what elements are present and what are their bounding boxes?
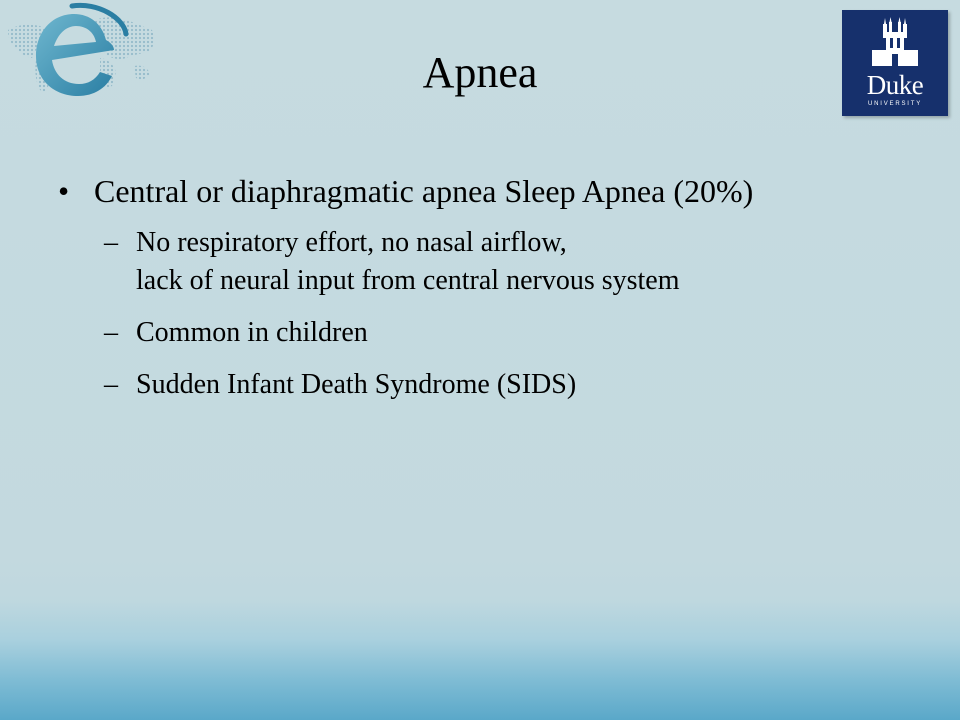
- dash-icon: –: [104, 227, 118, 258]
- dash-icon: –: [104, 317, 118, 348]
- sub-bullet-line: No respiratory effort, no nasal airflow,: [136, 227, 567, 258]
- bullet-dot-icon: •: [58, 173, 70, 209]
- sub-bullet-item: [58, 224, 918, 300]
- duke-logo-subword: UNIVERSITY: [867, 101, 922, 107]
- duke-logo-word: Duke: [866, 70, 924, 100]
- sub-bullet-item: [58, 314, 918, 352]
- sub-bullet-line: lack of neural input from central nervous system: [136, 265, 680, 296]
- bullet-item: [58, 170, 918, 212]
- bullet-text: Central or diaphragmatic apnea Sleep Apnea (20%): [94, 173, 754, 209]
- slide-title: Apnea: [422, 48, 538, 97]
- slide-body: [58, 170, 918, 404]
- sub-bullet-line: Common in children: [136, 317, 368, 348]
- sub-bullet-line: Sudden Infant Death Syndrome (SIDS): [136, 369, 577, 400]
- dash-icon: –: [104, 369, 118, 400]
- sub-bullet-item: [58, 366, 918, 404]
